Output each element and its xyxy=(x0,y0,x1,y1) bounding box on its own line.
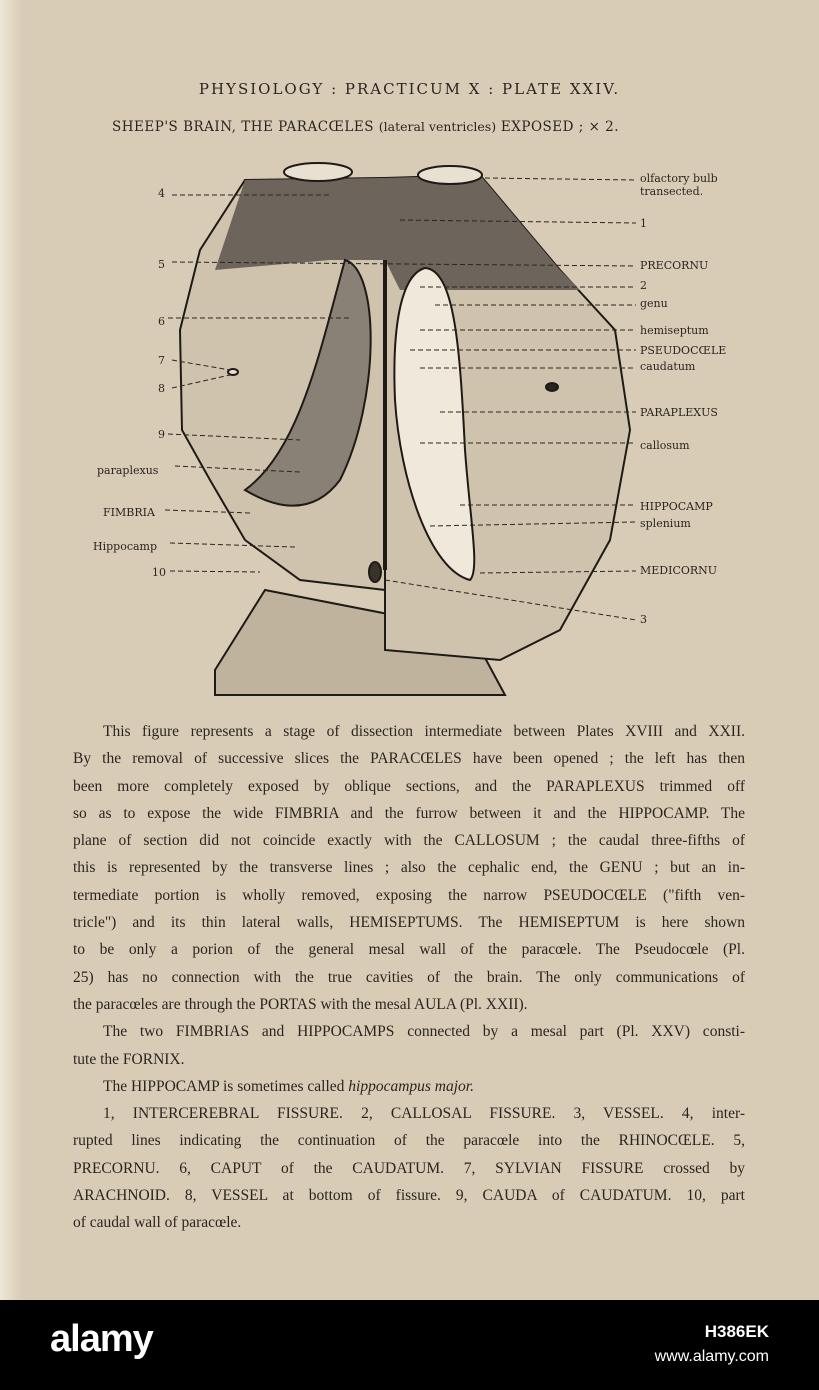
label-2: 2 xyxy=(640,279,647,292)
label-hemiseptum: hemiseptum xyxy=(640,324,709,337)
label-3: 3 xyxy=(640,613,647,626)
text-line: 1, INTERCEREBRAL FISSURE. 2, CALLOSAL FISSURE. 3, VESSEL. 4, inter- xyxy=(103,1105,745,1123)
caption-main: SHEEP'S BRAIN, THE PARACŒLES xyxy=(112,119,374,135)
label-7: 7 xyxy=(158,354,165,367)
label-hippocamp-right: HIPPOCAMP xyxy=(640,500,713,513)
text-line: tricle") and its thin lateral walls, HEMISEPTUMS. The HEMISEPTUM is here shown xyxy=(73,914,745,932)
brain-illustration xyxy=(0,150,819,710)
label-caudatum: caudatum xyxy=(640,360,696,373)
label-pseudocoele: PSEUDOCŒLE xyxy=(640,344,727,357)
text-span: The HIPPOCAMP is sometimes called xyxy=(103,1077,349,1095)
site-url: www.alamy.com xyxy=(654,1348,769,1365)
olfactory-right xyxy=(385,175,580,290)
label-paraplexus-left: paraplexus xyxy=(97,464,159,477)
label-splenium: splenium xyxy=(640,517,691,530)
text-line: to be only a porion of the general mesal wall of the paracœle. The Pseudocœle (Pl. xyxy=(73,941,745,959)
caption-end: EXPOSED ; × 2. xyxy=(500,119,620,135)
text-line xyxy=(73,1073,745,1100)
label-8: 8 xyxy=(158,382,165,395)
caption-paren: (lateral ventricles) xyxy=(378,119,497,134)
label-1: 1 xyxy=(640,217,647,230)
text-line: tute the FORNIX. xyxy=(73,1050,185,1068)
label-callosum: callosum xyxy=(640,439,690,452)
label-olfactory-bulb: olfactory bulb xyxy=(640,172,718,185)
label-hippocamp-left: Hippocamp xyxy=(93,540,158,553)
text-line: By the removal of successive slices the PARACŒLES have been opened ; the left has then xyxy=(73,750,745,768)
italic-term: hippocampus major. xyxy=(348,1077,474,1095)
watermark-bar xyxy=(0,1300,819,1390)
text-line: the paracœles are through the PORTAS with the mesal AULA (Pl. XXII). xyxy=(73,995,528,1013)
image-id: H386EK xyxy=(704,1322,769,1341)
body-text xyxy=(73,718,745,1237)
label-medicornu: MEDICORNU xyxy=(640,564,718,577)
text-line: 25) has no connection with the true cavities of the brain. The only communications of xyxy=(73,968,745,986)
figure-caption xyxy=(112,119,619,135)
text-line: been more completely exposed by oblique sections, and the PARAPLEXUS trimmed off xyxy=(73,777,745,795)
text-line: so as to expose the wide FIMBRIA and the furrow between it and the HIPPOCAMP. The xyxy=(73,804,745,822)
text-line: The two FIMBRIAS and HIPPOCAMPS connected by a mesal part (Pl. XXV) consti- xyxy=(103,1023,745,1041)
label-transected: transected. xyxy=(640,185,704,198)
label-precornu: PRECORNU xyxy=(640,259,709,272)
text-line: of caudal wall of paracœle. xyxy=(73,1214,242,1232)
text-line: PRECORNU. 6, CAPUT of the CAUDATUM. 7, SYLVIAN FISSURE crossed by xyxy=(73,1159,745,1177)
label-6: 6 xyxy=(158,315,165,328)
label-5: 5 xyxy=(158,258,165,271)
label-paraplexus-right: PARAPLEXUS xyxy=(640,406,718,419)
alamy-logo: alamy xyxy=(50,1318,153,1360)
plate-title: PHYSIOLOGY : PRACTICUM X : PLATE XXIV. xyxy=(198,80,621,98)
text-line: this is represented by the transverse lines ; also the cephalic end, the GENU ; but an in- xyxy=(73,859,745,877)
label-9: 9 xyxy=(158,428,165,441)
text-line: plane of section did not coincide exactly with the CALLOSUM ; the caudal three-fifths of xyxy=(73,832,745,850)
text-line: ARACHNOID. 8, VESSEL at bottom of fissure. 9, CAUDA of CAUDATUM. 10, part xyxy=(73,1187,745,1205)
label-4: 4 xyxy=(158,187,165,200)
label-fimbria: FIMBRIA xyxy=(103,506,155,519)
label-genu: genu xyxy=(640,297,668,310)
label-10: 10 xyxy=(152,566,166,579)
text-line: rupted lines indicating the continuation of the paracœle into the RHINOCŒLE. 5, xyxy=(73,1132,745,1150)
text-line: This figure represents a stage of dissection intermediate between Plates XVIII and XXII. xyxy=(103,723,745,740)
text-line: termediate portion is wholly removed, exposing the narrow PSEUDOCŒLE ("fifth ven- xyxy=(73,886,745,904)
